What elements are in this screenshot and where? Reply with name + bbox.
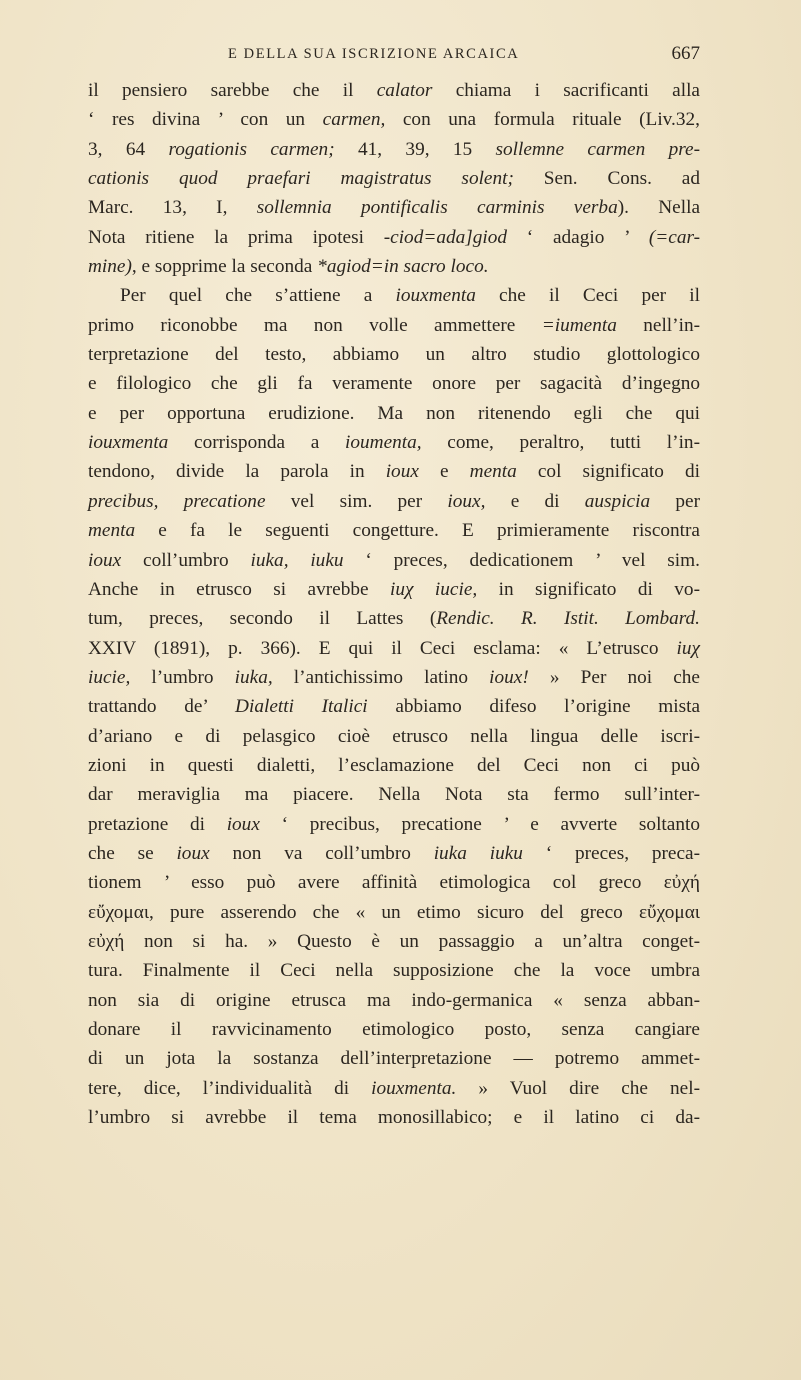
text-line: [88, 164, 700, 193]
text-line: [88, 839, 700, 868]
text-segment: d’ariano e di pelasgico cioè etrusco nella lingua delle iscri-: [88, 725, 700, 747]
text-segment: come, peraltro, tutti l’in-: [421, 432, 700, 454]
italic-text: =iumenta: [541, 314, 617, 336]
text-line: [88, 810, 700, 839]
text-segment: non sia di origine etrusca ma indo-germanica « senza abban-: [88, 989, 700, 1011]
italic-text: iouxmenta.: [371, 1077, 457, 1099]
italic-text: iuχ iucie,: [390, 578, 478, 600]
text-segment: donare il ravvicinamento etimologico posto, senza cangiare: [88, 1019, 700, 1040]
italic-text: menta: [88, 520, 136, 542]
italic-text: auspicia: [584, 490, 651, 512]
text-line: [88, 1015, 700, 1044]
text-line: [88, 604, 700, 633]
text-line: [88, 281, 700, 310]
text-line: [88, 751, 700, 780]
italic-text: Rendic. R. Istit. Lombard.: [436, 608, 700, 630]
text-line: [88, 722, 700, 751]
italic-text: sollemnia pontificalis carminis verba: [256, 197, 618, 219]
text-line: [88, 956, 700, 985]
text-line: [88, 105, 700, 134]
text-line: [88, 369, 700, 398]
running-head: E DELLA SUA ISCRIZIONE ARCAICA: [228, 46, 520, 62]
italic-text: carmen,: [322, 109, 386, 131]
italic-text: mine): [88, 256, 132, 278]
body-text: [88, 76, 700, 1132]
text-line: [88, 193, 700, 222]
text-segment: terpretazione del testo, abbiamo un altro studio glottologico: [88, 344, 700, 366]
text-line: [88, 428, 700, 457]
text-line: [88, 252, 700, 281]
italic-text: precibus, precatione: [88, 490, 266, 512]
text-segment: che se: [88, 842, 177, 864]
text-segment: ‘ precibus, precatione ’ e avverte soltanto: [259, 813, 700, 835]
text-segment: tura. Finalmente il Ceci nella supposizione che la voce umbra: [88, 960, 700, 982]
text-segment: , e sopprime la seconda: [131, 256, 318, 278]
italic-text: ioux: [226, 813, 260, 835]
text-segment: l’umbro: [130, 666, 235, 688]
italic-text: rogationis carmen;: [168, 138, 335, 160]
text-segment: εὐχή non si ha. » Questo è un passaggio a un’altra conget-: [88, 930, 700, 952]
italic-text: Dialetti Italici: [235, 696, 368, 718]
text-segment: Marc. 13, I,: [88, 197, 257, 219]
italic-text: iuka, iuku: [250, 549, 344, 571]
text-segment: abbiamo difeso l’origine mista: [367, 696, 700, 718]
text-line: [88, 634, 700, 663]
text-segment: Sen. Cons. ad: [513, 168, 700, 190]
text-line: [88, 1044, 700, 1073]
italic-text: -ciod=ada]giod: [383, 226, 508, 248]
text-segment: 3, 64: [88, 138, 169, 160]
text-line: [88, 868, 700, 897]
text-segment: e: [418, 461, 470, 483]
text-segment: con una formula rituale (Liv.32,: [385, 109, 700, 131]
text-line: [88, 546, 700, 575]
text-line: [88, 898, 700, 927]
text-segment: e fa le seguenti congetture. E primieramente riscontra: [135, 520, 700, 542]
text-line: [88, 927, 700, 956]
text-segment: e filologico che gli fa veramente onore per sagacità d’ingegno: [88, 373, 700, 395]
italic-text: iouxmenta: [395, 285, 476, 307]
italic-text: sollemne carmen pre-: [495, 138, 700, 160]
text-segment: il pensiero sarebbe che il: [88, 80, 377, 101]
text-line: [88, 311, 700, 340]
text-segment: XXIV (1891), p. 366). E qui il Ceci esclama: « L’etrusco: [88, 637, 677, 659]
italic-text: *agiod=in sacro loco.: [317, 256, 489, 278]
text-segment: tendono, divide la parola in: [88, 461, 386, 483]
text-segment: ‘ res divina ’ con un: [88, 109, 323, 131]
italic-text: ioux: [176, 842, 210, 864]
text-segment: 41, 39, 15: [334, 138, 496, 160]
italic-text: menta: [469, 461, 517, 483]
text-segment: dar meraviglia ma piacere. Nella Nota sta fermo sull’inter-: [88, 784, 700, 806]
text-line: [88, 399, 700, 428]
text-segment: corrisponda a: [168, 432, 345, 454]
text-segment: trattando de’: [88, 696, 236, 718]
text-segment: εὔχομαι, pure asserendo che « un etimo sicuro del greco εὔχομαι: [88, 901, 700, 923]
text-line: [88, 487, 700, 516]
text-segment: chiama i sacrificanti alla: [432, 80, 700, 101]
text-segment: » Vuol dire che nel-: [456, 1077, 700, 1099]
page-number: 667: [671, 43, 700, 64]
text-line: [88, 135, 700, 164]
text-line: [88, 780, 700, 809]
text-segment: ‘ preces, preca-: [522, 842, 700, 864]
text-line: [88, 223, 700, 252]
text-segment: primo riconobbe ma non volle ammettere: [88, 314, 542, 336]
text-segment: l’antichissimo latino: [272, 666, 490, 688]
text-segment: tionem ’ esso può avere affinità etimologica col greco εὐχή: [88, 872, 700, 894]
italic-text: iuka,: [234, 666, 273, 688]
text-segment: ‘ preces, dedicationem ’ vel sim.: [343, 549, 700, 571]
page-header: [88, 43, 700, 70]
italic-text: iucie,: [88, 666, 131, 688]
text-line: [88, 663, 700, 692]
text-line: [88, 986, 700, 1015]
text-segment: tere, dice, l’individualità di: [88, 1077, 372, 1099]
text-segment: tum, preces, secondo il Lattes (: [88, 608, 437, 630]
italic-text: iouxmenta: [88, 432, 169, 454]
text-segment: vel sim. per: [265, 490, 448, 512]
text-segment: pretazione di: [88, 813, 227, 835]
text-segment: per: [650, 490, 700, 512]
text-segment: Nota ritiene la prima ipotesi: [88, 226, 384, 248]
text-line: [88, 516, 700, 545]
text-segment: » Per noi che: [528, 666, 700, 688]
italic-text: calator: [376, 80, 433, 101]
italic-text: ioux!: [489, 666, 529, 688]
text-line: [88, 340, 700, 369]
text-line: [88, 575, 700, 604]
text-segment: e di: [485, 490, 585, 512]
text-line: [88, 76, 700, 105]
text-segment: l’umbro si avrebbe il tema monosillabico; e il latino ci da-: [88, 1107, 700, 1129]
italic-text: ioux: [88, 549, 122, 571]
text-segment: di un jota la sostanza dell’interpretazione — potremo ammet-: [88, 1048, 700, 1070]
text-segment: e per opportuna erudizione. Ma non ritenendo egli che qui: [88, 402, 700, 424]
text-segment: ‘ adagio ’: [507, 226, 649, 248]
text-segment: zioni in questi dialetti, l’esclamazione del Ceci non ci può: [88, 754, 700, 776]
text-segment: Per quel che s’attiene a: [120, 285, 396, 307]
italic-text: ioumenta,: [345, 432, 422, 454]
italic-text: ioux: [385, 461, 419, 483]
text-line: [88, 1074, 700, 1103]
text-segment: coll’umbro: [121, 549, 251, 571]
text-segment: ). Nella: [617, 197, 701, 219]
text-line: [88, 1103, 700, 1132]
text-segment: che il Ceci per il: [475, 285, 700, 307]
italic-text: cationis quod praefari magistratus solent;: [88, 168, 514, 190]
text-segment: in significato di vo-: [477, 578, 700, 600]
text-segment: nell’in-: [616, 314, 701, 336]
text-line: [88, 692, 700, 721]
text-segment: non va coll’umbro: [209, 842, 434, 864]
italic-text: iuχ: [676, 637, 700, 659]
italic-text: (=car-: [648, 226, 700, 248]
text-line: [88, 457, 700, 486]
text-segment: Anche in etrusco si avrebbe: [88, 578, 390, 600]
italic-text: ioux,: [447, 490, 486, 512]
text-segment: col significato di: [516, 461, 701, 483]
italic-text: iuka iuku: [433, 842, 523, 864]
